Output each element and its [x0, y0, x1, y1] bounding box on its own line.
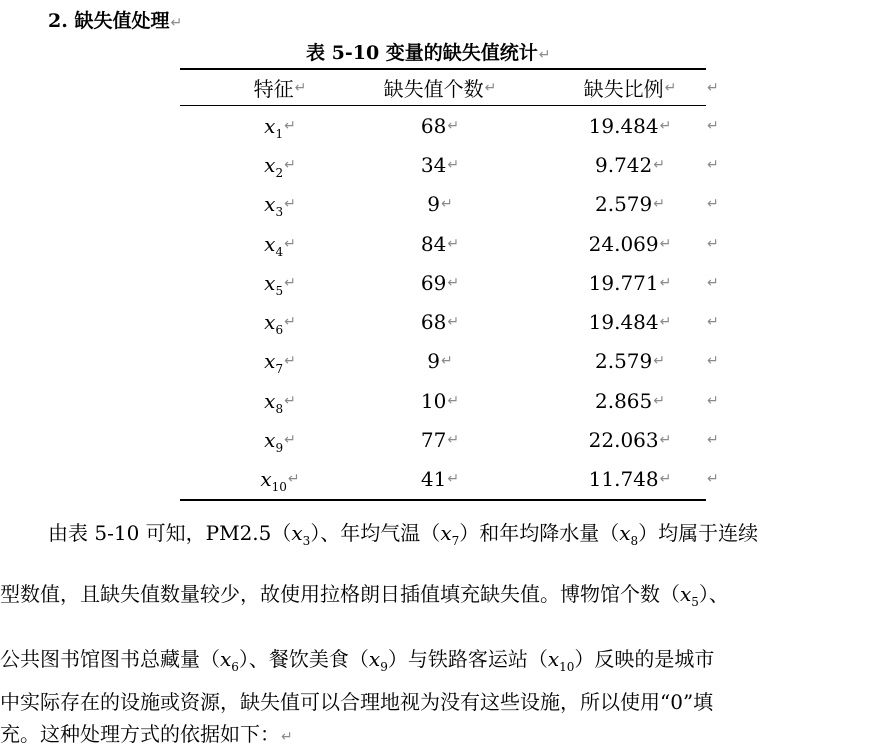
feature-cell: $x_8$ ↵: [264, 388, 296, 416]
missing-ratio-cell: 2.579 ↵: [595, 349, 665, 374]
paragraph-mark-icon: ↵: [659, 314, 672, 331]
missing-ratio-cell: 19.484 ↵: [588, 310, 672, 335]
row-end-mark-icon: ↵: [707, 274, 719, 291]
missing-ratio-cell: 9.742 ↵: [595, 152, 665, 177]
feature-cell: $x_{10}$ ↵: [260, 467, 300, 495]
paragraph-line-5: 充。这种处理方式的依据如下：↵: [0, 722, 293, 746]
missing-ratio-cell: 24.069 ↵: [588, 231, 672, 256]
missing-count-cell: 69 ↵: [420, 270, 460, 295]
paragraph-mark-icon: ↵: [659, 471, 672, 488]
missing-ratio-cell: 11.748 ↵: [588, 467, 672, 492]
paragraph-mark-icon: ↵: [281, 729, 293, 745]
paragraph-mark-icon: ↵: [653, 196, 665, 213]
paragraph-mark-icon: ↵: [441, 196, 453, 213]
paragraph-mark-icon: ↵: [284, 235, 296, 252]
feature-cell: $x_4$ ↵: [264, 231, 296, 259]
paragraph-mark-icon: ↵: [284, 274, 296, 291]
table-header-row: [180, 70, 719, 106]
header-missing-count: 缺失值个数 ↵: [383, 77, 497, 101]
paragraph-mark-icon: ↵: [284, 196, 296, 213]
row-end-mark-icon: ↵: [707, 353, 719, 370]
paragraph-line-3: 公共图书馆图书总藏量$(x_6)$、餐饮美食$(x_9)$与铁路客运站$(x_{10})$反映的是城市: [0, 647, 715, 674]
missing-ratio-cell: 19.771 ↵: [588, 270, 672, 295]
row-end-mark-icon: ↵: [707, 235, 719, 252]
feature-cell: $x_7$ ↵: [264, 349, 296, 377]
row-end-mark-icon: ↵: [707, 117, 719, 134]
paragraph-mark-icon: ↵: [659, 117, 672, 134]
paragraph-mark-icon: ↵: [284, 117, 296, 134]
missing-count-cell: 10 ↵: [420, 388, 460, 413]
paragraph-mark-icon: ↵: [447, 156, 460, 173]
missing-count-cell: 68 ↵: [420, 113, 460, 138]
paragraph-mark-icon: ↵: [659, 432, 672, 449]
table-row: [180, 381, 719, 420]
paragraph-mark-icon: ↵: [447, 117, 460, 134]
paragraph-mark-icon: ↵: [653, 353, 665, 370]
paragraph-mark-icon: ↵: [659, 235, 672, 252]
paragraph-mark-icon: ↵: [447, 432, 460, 449]
missing-count-cell: 9 ↵: [427, 349, 453, 374]
missing-count-cell: 68 ↵: [420, 310, 460, 335]
missing-count-cell: 77 ↵: [420, 428, 460, 453]
paragraph-line-2: 型数值，且缺失值数量较少，故使用拉格朗日插值填充缺失值。博物馆个数$(x_5)$、: [0, 582, 729, 609]
missing-ratio-cell: 19.484 ↵: [588, 113, 672, 138]
table-row: [180, 263, 719, 302]
paragraph-mark-icon: ↵: [659, 274, 672, 291]
missing-count-cell: 9 ↵: [427, 192, 453, 217]
table-row: [180, 224, 719, 263]
paragraph-mark-icon: ↵: [284, 392, 296, 409]
row-end-mark-icon: ↵: [707, 392, 719, 409]
missing-ratio-cell: 2.865 ↵: [595, 388, 665, 413]
row-end-mark-icon: ↵: [707, 314, 719, 331]
paragraph-mark-icon: ↵: [441, 353, 453, 370]
header-missing-ratio: 缺失比例 ↵: [583, 77, 677, 101]
row-end-mark-icon: ↵: [707, 471, 719, 488]
paragraph-mark-icon: ↵: [538, 47, 551, 63]
table-row: [180, 342, 719, 381]
paragraph-mark-icon: ↵: [284, 432, 296, 449]
row-end-mark-icon: ↵: [707, 156, 719, 173]
feature-cell: $x_3$ ↵: [264, 192, 296, 220]
paragraph-mark-icon: ↵: [284, 156, 296, 173]
header-feature: 特征 ↵: [253, 77, 307, 101]
feature-cell: $x_9$ ↵: [264, 428, 296, 456]
paragraph-mark-icon: ↵: [447, 392, 460, 409]
paragraph-mark-icon: ↵: [447, 235, 460, 252]
paragraph-line-4: 中实际存在的设施或资源，缺失值可以合理地视为没有这些设施，所以使用“0”填: [0, 690, 714, 714]
table-row: [180, 106, 719, 145]
table-row: [180, 145, 719, 184]
section-heading-text: 2. 缺失值处理: [48, 10, 170, 32]
missing-count-cell: 34 ↵: [420, 152, 460, 177]
feature-cell: $x_6$ ↵: [264, 310, 296, 338]
row-end-mark-icon: ↵: [707, 432, 719, 449]
missing-value-table: [180, 68, 719, 501]
feature-cell: $x_5$ ↵: [264, 270, 296, 298]
table-caption: [306, 38, 551, 65]
paragraph-mark-icon: ↵: [447, 274, 460, 291]
table-row: [180, 420, 719, 459]
row-end-mark-icon: ↵: [707, 79, 719, 96]
paragraph-mark-icon: ↵: [284, 353, 296, 370]
paragraph-mark-icon: ↵: [284, 314, 296, 331]
table-row: [180, 460, 719, 499]
paragraph-mark-icon: ↵: [447, 314, 460, 331]
table-row: [180, 185, 719, 224]
paragraph-mark-icon: ↵: [653, 156, 665, 173]
paragraph-mark-icon: ↵: [170, 15, 183, 31]
paragraph-mark-icon: ↵: [447, 471, 460, 488]
paragraph-mark-icon: ↵: [287, 471, 300, 488]
row-end-mark-icon: ↵: [707, 196, 719, 213]
paragraph-mark-icon: ↵: [653, 392, 665, 409]
missing-count-cell: 84 ↵: [420, 231, 460, 256]
missing-ratio-cell: 22.063 ↵: [588, 428, 672, 453]
missing-ratio-cell: 2.579 ↵: [595, 192, 665, 217]
feature-cell: $x_2$ ↵: [264, 152, 296, 180]
section-heading: [48, 6, 182, 33]
feature-cell: $x_1$ ↵: [264, 113, 296, 141]
table-caption-text: 表 5-10 变量的缺失值统计: [306, 42, 538, 64]
paragraph-line-1: 由表 5-10 可知，$PM2.5(x_3)$、年均气温$(x_7)$和年均降水量$(x_8)$均属于连续: [48, 521, 759, 548]
missing-count-cell: 41 ↵: [420, 467, 460, 492]
table-body: [180, 106, 719, 499]
table-row: [180, 302, 719, 341]
